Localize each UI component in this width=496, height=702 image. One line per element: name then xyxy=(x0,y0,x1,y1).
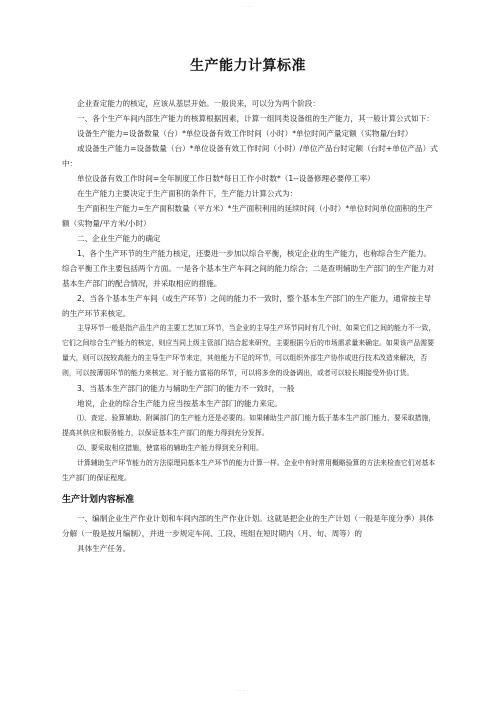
paragraph: 一、各个生产车间内部生产能力的核算根据因素，计算一组同类设备组的生产能力，其一般计算公式如下： xyxy=(77,114,434,123)
paragraph: ⑵、要采取相应措施，使富裕的辅助生产能力得到充分利用。 xyxy=(77,444,264,452)
paragraph: 2、当各个基本生产车间（或生产环节）之间的能力不一致时，整个基本生产部门的生产能力，通常按主导的生产环节来核定。 xyxy=(62,294,432,318)
section-title: 生产计划内容标准 xyxy=(62,495,135,505)
paragraph: 设备生产能力=设备数量（台）*单位设备有效工作时间（小时）*单位时间产量定额（实物量/台时） xyxy=(77,129,413,138)
watermark-top: · · · · · xyxy=(238,4,253,10)
paragraph: 单位设备有效工作时间=全年制度工作日数*每日工作小时数*（1--设备修理必要停工率） xyxy=(77,174,375,183)
paragraph: 或设备生产能力=设备数量（台）*单位设备有效工作时间（小时）/单位产品台时定额（台时+单位产品）式中： xyxy=(62,144,438,168)
paragraph: 地说，企业的综合生产能力应当按基本生产部门的能力来定。 xyxy=(77,399,283,408)
paragraph: 3、当基本生产部门的能力与辅助生产部门的能力不一致时，一般 xyxy=(77,384,295,393)
paragraph: 生产面积生产能力=生产面积数量（平方米）*生产面积利用的延续时间（小时）*单位时间单位面积的生产额（实物量/平方米/小时） xyxy=(62,204,433,228)
paragraph: 1、各个生产环节的生产能力核定，还要进一步加以综合平衡，核定企业的生产能力，也称综合生产能力。综合平衡工作主要包括两个方面。一是各个基本生产车间之间的能力综合；二是查明辅助生产部门的生产能力对基本生产部门的配合情况，并采取相应的措施。 xyxy=(62,249,435,288)
paragraph: 一、编制企业生产作业计划和车间内部的生产作业计划。这就是把企业的生产计划（一般是年度分季）具体分解（一般是按月编制），并进一步规定车间、工段、班组在短时期内（月、旬、周等）的 xyxy=(62,514,434,538)
paragraph: 主导环节一般是指产品生产的主要工艺加工环节，当企业的主导生产环节同时有几个时，如果它们之间的能力不一致，它们之间综合生产能力的核定，则应当同上级主管部门结合起来研究，主要根据今后的市场需求量来确定。如果该产品需要量大，则可以按较高能力的主导生产环节来定，其他能力不足的环节，可以组织外部生产协作或进行技术改造来解决，否则，可以按薄弱环节的能力来核定。对于能力富裕的环节，可以将多余的设备调出，或者可以较长期接受外协订货。 xyxy=(62,324,436,377)
paragraph: 具体生产任务。 xyxy=(77,544,131,553)
paragraph: 在生产能力主要决定于生产面积的条件下，生产能力计算公式为： xyxy=(77,189,298,198)
paragraph: 企业查定能力的核定，应该从基层开始。一般说来，可以分为两个阶段： xyxy=(77,99,320,108)
document-body xyxy=(62,96,438,556)
paragraph: 计算辅助生产环节能力的方法原理同基本生产环节的能力计算一样。企业中有时常用概略验算的方法来检查它们对基本生产部门的保证程度。 xyxy=(62,459,436,482)
page-title: 生产能力计算标准 xyxy=(190,58,306,74)
watermark-bottom: - - - - xyxy=(236,688,248,694)
section-heading: 二、企业生产能力的确定 xyxy=(77,234,161,243)
paragraph: ⑴、查定、验算辅助、附属部门的生产能力还是必要的。如果辅助生产部门能力低于基本生产部门能力，要采取措施，提高其供应和服务能力，以保证基本生产部门的能力得到充分发挥。 xyxy=(62,414,436,437)
